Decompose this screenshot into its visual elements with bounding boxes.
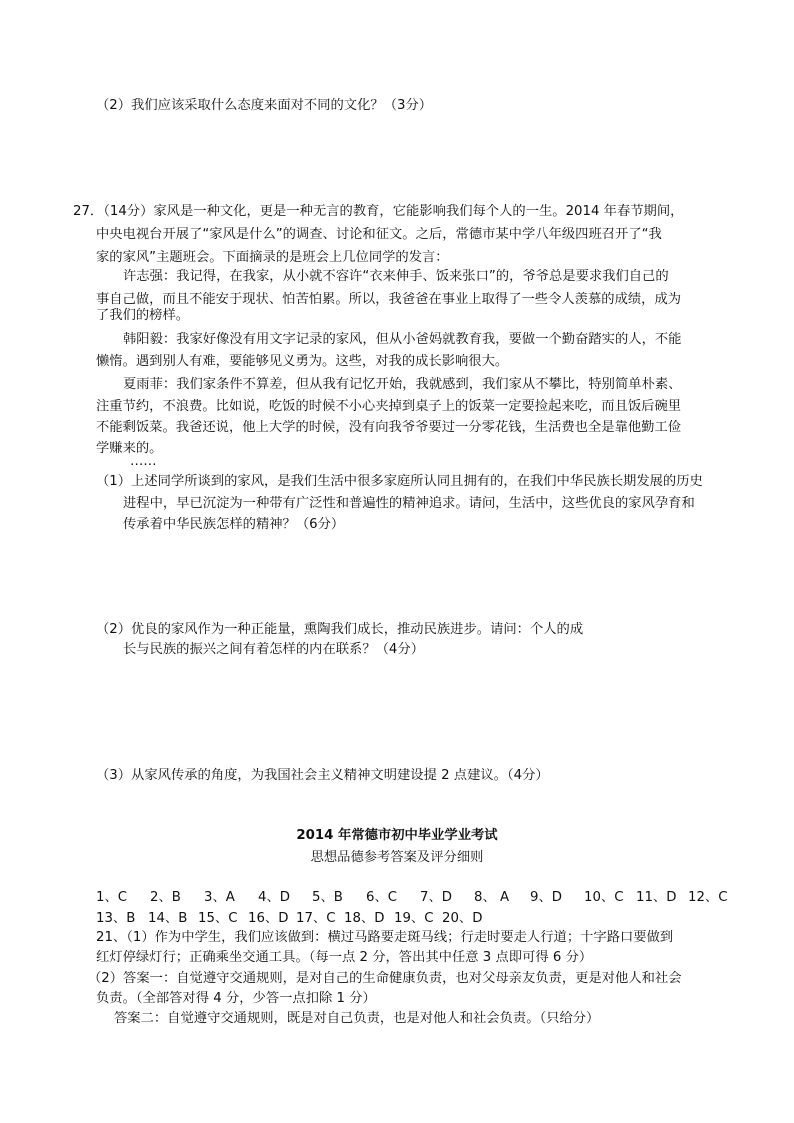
speech-line: 韩阳毅：我家好像没有用文字记录的家风，但从小爸妈就教育我，要做一个勤奋踏实的人，不能 bbox=[123, 332, 682, 347]
mc-answer: 3、A bbox=[204, 890, 235, 905]
speech-line: 学赚来的。 bbox=[96, 441, 163, 456]
mc-answer: 11、D bbox=[636, 890, 677, 905]
ellipsis: …… bbox=[130, 454, 157, 469]
speech-line: 不能剩饭菜。我爸还说，他上大学的时候，没有向我爷爷要过一分零花钱，生活费也全是靠他勤工俭 bbox=[96, 420, 682, 435]
mc-answer: 14、B bbox=[148, 911, 188, 926]
mc-answer: 16、D bbox=[248, 911, 289, 926]
speech-line: 注重节约，不浪费。比如说，吃饭的时候不小心夹掉到桌子上的饭菜一定要捡起来吃，而且饭后碗里 bbox=[96, 399, 682, 414]
q27-intro-line: 27．（14分）家风是一种文化，更是一种无言的教育，它能影响我们每个人的一生。2014 年春节期间， bbox=[73, 204, 684, 219]
mc-answer: 6、C bbox=[366, 890, 398, 905]
q27-intro-line: 中央电视台开展了“家风是什么”的调查、讨论和征文。之后，常德市某中学八年级四班召开了“我 bbox=[96, 227, 662, 242]
mc-answer: 2、B bbox=[150, 890, 181, 905]
mc-answer: 18、D bbox=[344, 911, 385, 926]
q27-part3-question: （3）从家风传承的角度，为我国社会主义精神文明建设提 2 点建议。（4分） bbox=[96, 768, 549, 783]
mc-answer: 12、C bbox=[688, 890, 728, 905]
mc-answer: 17、C bbox=[296, 911, 336, 926]
question-line: 传承着中华民族怎样的精神？（6分） bbox=[123, 517, 345, 532]
speech-line: 许志强：我记得，在我家，从小就不容许“衣来伸手、饭来张口”的，爷爷总是要求我们自己的 bbox=[123, 269, 669, 284]
speech-line: 懒惰。遇到别人有难，要能够见义勇为。这些，对我的成长影响很大。 bbox=[96, 354, 509, 369]
q26-part2-question: （2）我们应该采取什么态度来面对不同的文化？（3分） bbox=[96, 98, 433, 113]
answer-key-title: 2014 年常德市初中毕业学业考试 bbox=[296, 828, 498, 843]
mc-answer: 4、D bbox=[258, 890, 290, 905]
speech-line: 了我们的榜样。 bbox=[96, 308, 190, 323]
answer-line: （2）答案一：自觉遵守交通规则，是对自己的生命健康负责，也对父母亲友负责，更是对他人和社会 bbox=[88, 971, 682, 986]
mc-answer: 19、C bbox=[394, 911, 434, 926]
mc-answer: 8、 A bbox=[474, 890, 510, 905]
mc-answer: 1、C bbox=[96, 890, 128, 905]
mc-answer: 20、D bbox=[442, 911, 483, 926]
mc-answer: 9、D bbox=[530, 890, 562, 905]
mc-answer: 5、B bbox=[312, 890, 343, 905]
mc-answer: 7、D bbox=[420, 890, 452, 905]
mc-answer: 13、B bbox=[96, 911, 136, 926]
mc-answer: 10、C bbox=[584, 890, 624, 905]
question-line: （1）上述同学所谈到的家风，是我们生活中很多家庭所认同且拥有的，在我们中华民族长期发展的历史 bbox=[96, 474, 703, 489]
question-line: 长与民族的振兴之间有着怎样的内在联系？（4分） bbox=[123, 642, 424, 657]
answer-line: 红灯停绿灯行；正确乘坐交通工具。（每一点 2 分，答出其中任意 3 点即可得 6 分） bbox=[96, 950, 593, 965]
answer-line: 答案二：自觉遵守交通规则，既是对自己负责，也是对他人和社会负责。（只给分） bbox=[114, 1011, 600, 1026]
answer-line: 负责。（全部答对得 4 分，少答一点扣除 1 分） bbox=[96, 991, 376, 1006]
answer-key-subtitle: 思想品德参考答案及评分细则 bbox=[310, 850, 484, 865]
question-line: 进程中，早已沉淀为一种带有广泛性和普遍性的精神追求。请问，生活中，这些优良的家风孕育和 bbox=[123, 496, 695, 511]
answer-line: 21、（1）作为中学生，我们应该做到：横过马路要走斑马线；行走时要走人行道；十字路口要做到 bbox=[96, 930, 674, 945]
speech-line: 事自己做，而且不能安于现状、怕苦怕累。所以，我爸爸在事业上取得了一些令人羡慕的成绩，成为 bbox=[96, 292, 682, 307]
mc-answer: 15、C bbox=[198, 911, 238, 926]
q27-intro-line: 家的家风”主题班会。下面摘录的是班会上几位同学的发言： bbox=[96, 250, 449, 265]
question-line: （2）优良的家风作为一种正能量，熏陶我们成长，推动民族进步。请问：个人的成 bbox=[96, 622, 584, 637]
speech-line: 夏雨菲：我们家条件不算差，但从我有记忆开始，我就感到，我们家从不攀比，特别简单朴素、 bbox=[123, 377, 682, 392]
